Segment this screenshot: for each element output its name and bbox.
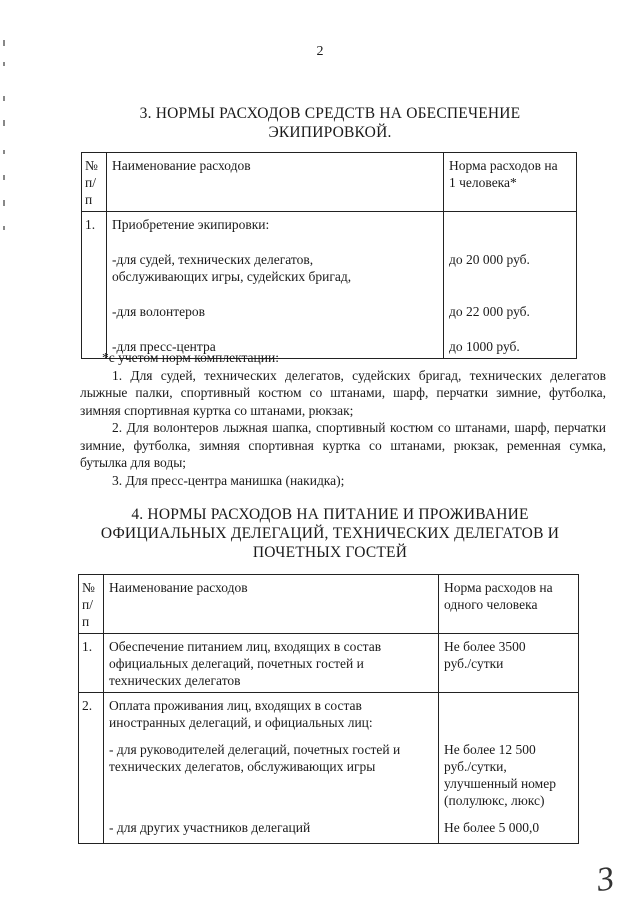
header-norm: Норма расходов на [449,158,558,173]
item-heads: - для руководителей делегаций, почетных гостей и [109,742,401,757]
section4-title-line1: 4. НОРМЫ РАСХОДОВ НА ПИТАНИЕ И ПРОЖИВАНИЕ [131,506,529,523]
section4-title-line3: ПОЧЕТНЫХ ГОСТЕЙ [252,544,408,561]
table-header-row: № п/п Наименование расходов Норма расходов на одного человека [79,575,579,634]
section3-table [81,152,577,359]
norm-judges: до 20 000 руб. [449,252,530,267]
row-num: 1. [85,217,96,232]
norm-volunteers: до 22 000 руб. [449,304,530,319]
section4-title-line2: ОФИЦИАЛЬНЫХ ДЕЛЕГАЦИЙ, ТЕХНИЧЕСКИХ ДЕЛЕГАТОВ И [100,525,560,542]
page-number: 2 [316,44,324,59]
norm-others: Не более 5 000,0 [444,820,540,835]
section4-table [78,574,579,844]
norm-press: до 1000 руб. [449,339,520,354]
section3-title-line2: ЭКИПИРОВКОЙ. [268,124,392,141]
footnote-intro: *с учетом норм комплектации: [102,350,279,365]
table-row: 1. Обеспечение питанием лиц, входящих в состав официальных делегаций, почетных гостей и технических делегатов Не более 3500 руб./сутки [79,634,579,693]
row-title: Приобретение экипировки: [112,217,270,232]
footnote-p3: 3. Для пресс-центра манишка (накидка); [112,472,345,488]
table-row: 1. Приобретение экипировки: -для судей, технических делегатов, обслуживающих игры, судейских бригад, -для волонтеров -для пресс-центра до 20 000 руб. до 22 000 руб. до 1000 руб. [82,212,577,359]
header-norm: Норма расходов на [444,580,553,595]
row-num: 1. [82,639,93,654]
handwritten-page-number: 3 [594,860,617,900]
norm-heads: Не более 12 500 [444,742,536,757]
item-press: -для пресс-центра [112,339,216,354]
table-header-row: № п/п Наименование расходов Норма расходов на 1 человека* [82,153,577,212]
footnote [80,349,606,489]
header-num: № [85,158,98,173]
item-judges: -для судей, технических делегатов, [112,252,314,267]
row2-name: Оплата проживания лиц, входящих в состав [109,698,362,713]
section3-title-line1: 3. НОРМЫ РАСХОДОВ СРЕДСТВ НА ОБЕСПЕЧЕНИЕ [139,105,521,122]
section3-title [60,104,600,142]
row1-norm: Не более 3500 [444,639,526,654]
item-others: - для других участников делегаций [109,820,311,835]
header-name: Наименование расходов [109,580,248,595]
header-num: № [82,580,95,595]
footnote-p2: 2. Для волонтеров лыжная шапка, спортивный костюм со штанами, шарф, перчатки зимние, футболка, зимняя спортивная куртка со штанами, рюкзак, ременная сумка, бутылка для воды; [80,420,606,470]
table-row: 2. Оплата проживания лиц, входящих в состав иностранных делегаций, и официальных лиц: - для руководителей делегаций, почетных гостей и технических делегатов, обслуживающих игры - для других участников делегаций Не более 12 500 руб./сутки, улучшенный номер (полулюкс, люкс) Не более 5 000,0 [79,693,579,844]
section4-title [60,505,600,562]
row-num: 2. [82,698,93,713]
footnote-p1: 1. Для судей, технических делегатов, судейских бригад, технических делегатов лыжные палки, спортивный костюм со штанами, шарф, перчатки зимние, футболка, зимняя спортивная куртка со штанами, рюкзак; [80,367,606,418]
row1-name: Обеспечение питанием лиц, входящих в состав [109,639,382,654]
item-volunteers: -для волонтеров [112,304,206,319]
header-name: Наименование расходов [112,158,251,173]
